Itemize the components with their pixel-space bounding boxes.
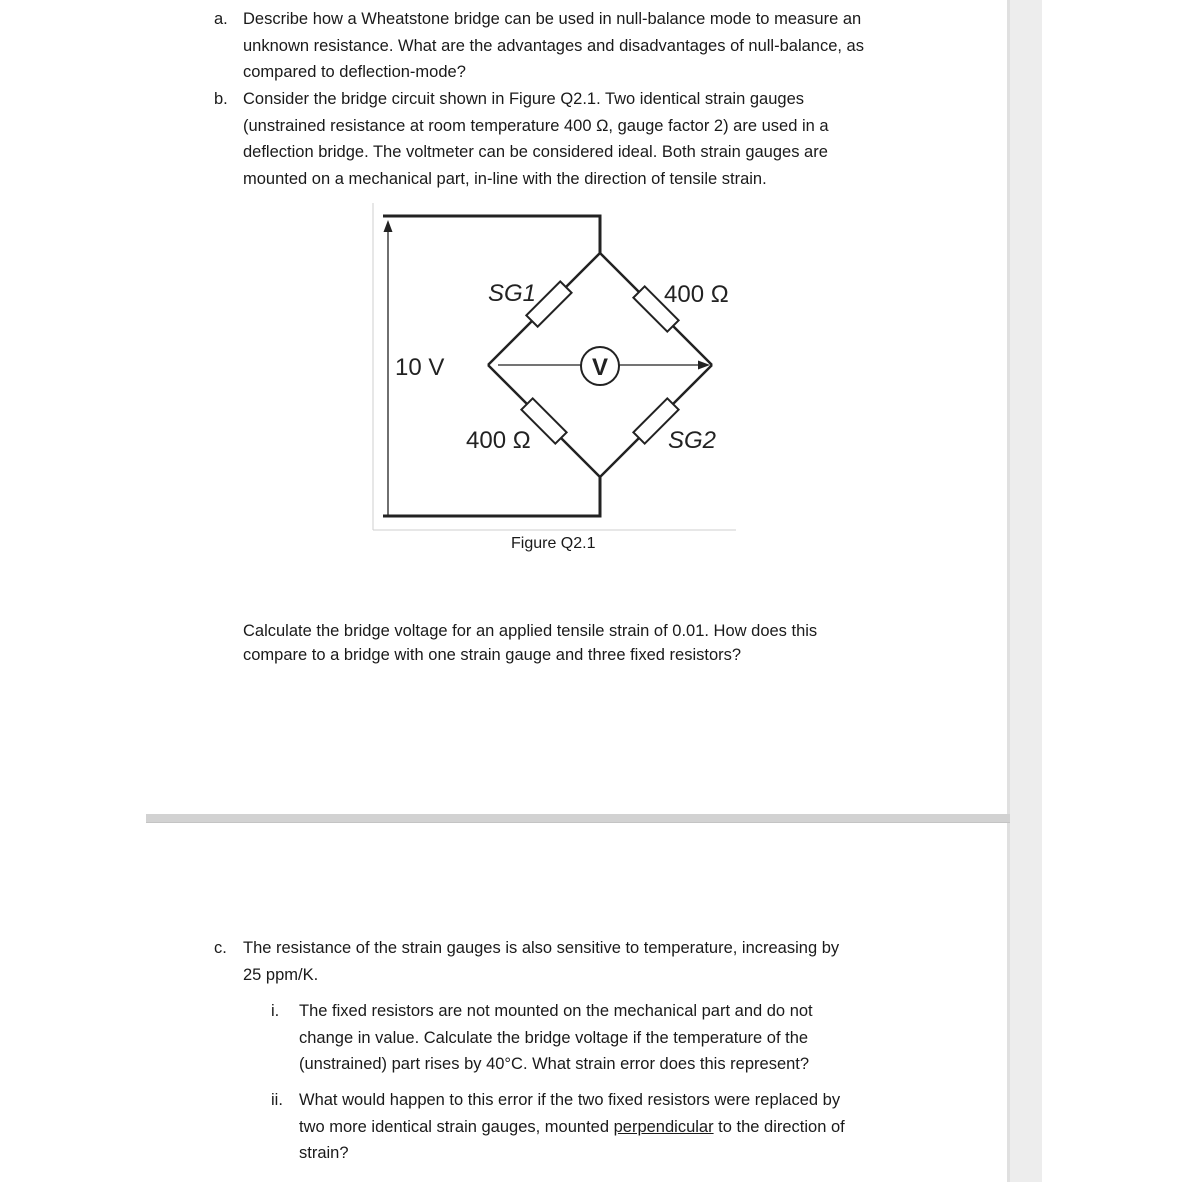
question-a-line: compared to deflection-mode? [243, 63, 466, 81]
supply-wire-bottom [383, 477, 600, 516]
question-c-ii-marker: ii. [271, 1091, 283, 1109]
question-c-marker: c. [214, 939, 227, 957]
question-b-marker: b. [214, 90, 228, 108]
question-c-i-line: The fixed resistors are not mounted on the mechanical part and do not [299, 1002, 813, 1020]
question-b-calc-line: compare to a bridge with one strain gauge and three fixed resistors? [243, 645, 742, 664]
question-a-marker: a. [214, 10, 228, 28]
question-b-calc-text [243, 620, 817, 667]
question-b-calc-line: Calculate the bridge voltage for an applied tensile strain of 0.01. How does this [243, 622, 818, 640]
question-b-line: (unstrained resistance at room temperature 400 Ω, gauge factor 2) are used in a [243, 116, 829, 135]
question-a-line: Describe how a Wheatstone bridge can be used in null-balance mode to measure an [243, 10, 862, 28]
question-c-i-text [299, 998, 813, 1078]
question-c-i-line: change in value. Calculate the bridge voltage if the temperature of the [299, 1028, 809, 1047]
question-c-line: The resistance of the strain gauges is also sensitive to temperature, increasing by [243, 939, 840, 957]
underlined-word-perpendicular: perpendicular [613, 1117, 714, 1136]
question-c-ii-line2-before: two more identical strain gauges, mounted [299, 1117, 614, 1136]
question-c-ii-line: What would happen to this error if the two fixed resistors were replaced by [299, 1091, 841, 1109]
voltmeter-label: V [591, 354, 609, 381]
question-c-i-line: (unstrained) part rises by 40°C. What strain error does this represent? [299, 1055, 810, 1073]
question-b-line: deflection bridge. The voltmeter can be considered ideal. Both strain gauges are [243, 143, 828, 161]
question-c-ii-line: strain? [299, 1144, 349, 1162]
supply-arrow-head [384, 220, 393, 232]
question-b-line: Consider the bridge circuit shown in Figure Q2.1. Two identical strain gauges [243, 90, 804, 108]
label-400-top-right: 400 Ω [664, 281, 729, 308]
label-sg2: SG2 [668, 427, 717, 454]
question-c-ii-line2-after: to the direction of [713, 1117, 845, 1136]
question-b-line: mounted on a mechanical part, in-line with the direction of tensile strain. [243, 169, 767, 188]
question-c-line: 25 ppm/K. [243, 965, 319, 984]
question-c-i-marker: i. [271, 1002, 280, 1020]
question-c-ii-text [299, 1087, 845, 1167]
label-sg1: SG1 [488, 280, 537, 307]
label-supply: 10 V [395, 354, 445, 381]
question-c-ii-line [299, 1114, 845, 1141]
label-400-bottom-left: 400 Ω [466, 427, 531, 454]
question-c-text [243, 935, 839, 988]
question-a-line: unknown resistance. What are the advantages and disadvantages of null-balance, as [243, 36, 864, 55]
figure-caption: Figure Q2.1 [511, 535, 596, 552]
supply-wire-top [383, 216, 600, 253]
